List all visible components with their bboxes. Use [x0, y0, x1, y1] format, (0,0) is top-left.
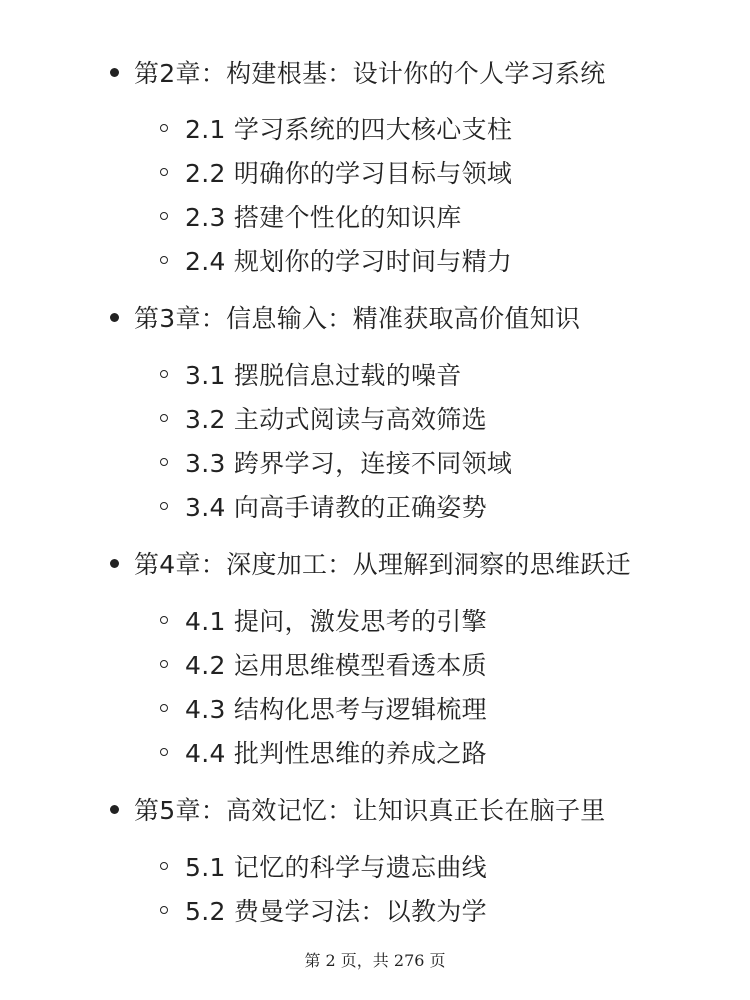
hollow-bullet-icon — [160, 616, 168, 624]
hollow-bullet-icon — [160, 502, 168, 510]
section-item — [160, 152, 512, 192]
section-item — [160, 240, 512, 280]
chapter-item — [110, 52, 606, 92]
hollow-bullet-icon — [160, 704, 168, 712]
section-title: 5.2 费曼学习法：以教为学 — [185, 897, 487, 926]
section-item — [160, 398, 487, 438]
section-title: 4.4 批判性思维的养成之路 — [185, 739, 487, 768]
section-title: 3.2 主动式阅读与高效筛选 — [185, 405, 487, 434]
hollow-bullet-icon — [160, 906, 168, 914]
section-item — [160, 644, 487, 684]
section-item — [160, 108, 512, 148]
hollow-bullet-icon — [160, 370, 168, 378]
section-item — [160, 732, 487, 772]
section-item — [160, 442, 512, 482]
section-title: 2.3 搭建个性化的知识库 — [185, 203, 462, 232]
chapter-item — [110, 297, 580, 337]
chapter-item — [110, 789, 606, 829]
section-title: 5.1 记忆的科学与遗忘曲线 — [185, 853, 487, 882]
hollow-bullet-icon — [160, 414, 168, 422]
hollow-bullet-icon — [160, 256, 168, 264]
hollow-bullet-icon — [160, 168, 168, 176]
section-title: 3.1 摆脱信息过载的噪音 — [185, 361, 462, 390]
hollow-bullet-icon — [160, 748, 168, 756]
section-title: 4.2 运用思维模型看透本质 — [185, 651, 487, 680]
section-item — [160, 486, 487, 526]
filled-bullet-icon — [110, 68, 119, 77]
filled-bullet-icon — [110, 313, 119, 322]
chapter-title: 第2章：构建根基：设计你的个人学习系统 — [134, 59, 606, 88]
section-item — [160, 600, 487, 640]
section-item — [160, 354, 462, 394]
section-item — [160, 196, 462, 236]
section-item — [160, 890, 487, 930]
section-title: 2.2 明确你的学习目标与领域 — [185, 159, 513, 188]
filled-bullet-icon — [110, 559, 119, 568]
section-title: 4.3 结构化思考与逻辑梳理 — [185, 695, 487, 724]
section-title: 4.1 提问，激发思考的引擎 — [185, 607, 487, 636]
section-item — [160, 688, 487, 728]
hollow-bullet-icon — [160, 212, 168, 220]
hollow-bullet-icon — [160, 660, 168, 668]
section-item — [160, 846, 487, 886]
section-title: 3.4 向高手请教的正确姿势 — [185, 493, 487, 522]
hollow-bullet-icon — [160, 862, 168, 870]
hollow-bullet-icon — [160, 458, 168, 466]
section-title: 2.4 规划你的学习时间与精力 — [185, 247, 513, 276]
chapter-title: 第5章：高效记忆：让知识真正长在脑子里 — [134, 796, 606, 825]
chapter-item — [110, 543, 631, 583]
section-title: 2.1 学习系统的四大核心支柱 — [185, 115, 513, 144]
page-number-footer: 第 2 页，共 276 页 — [304, 951, 446, 970]
chapter-title: 第4章：深度加工：从理解到洞察的思维跃迁 — [134, 550, 631, 579]
section-title: 3.3 跨界学习，连接不同领域 — [185, 449, 513, 478]
filled-bullet-icon — [110, 805, 119, 814]
hollow-bullet-icon — [160, 124, 168, 132]
chapter-title: 第3章：信息输入：精准获取高价值知识 — [134, 304, 581, 333]
